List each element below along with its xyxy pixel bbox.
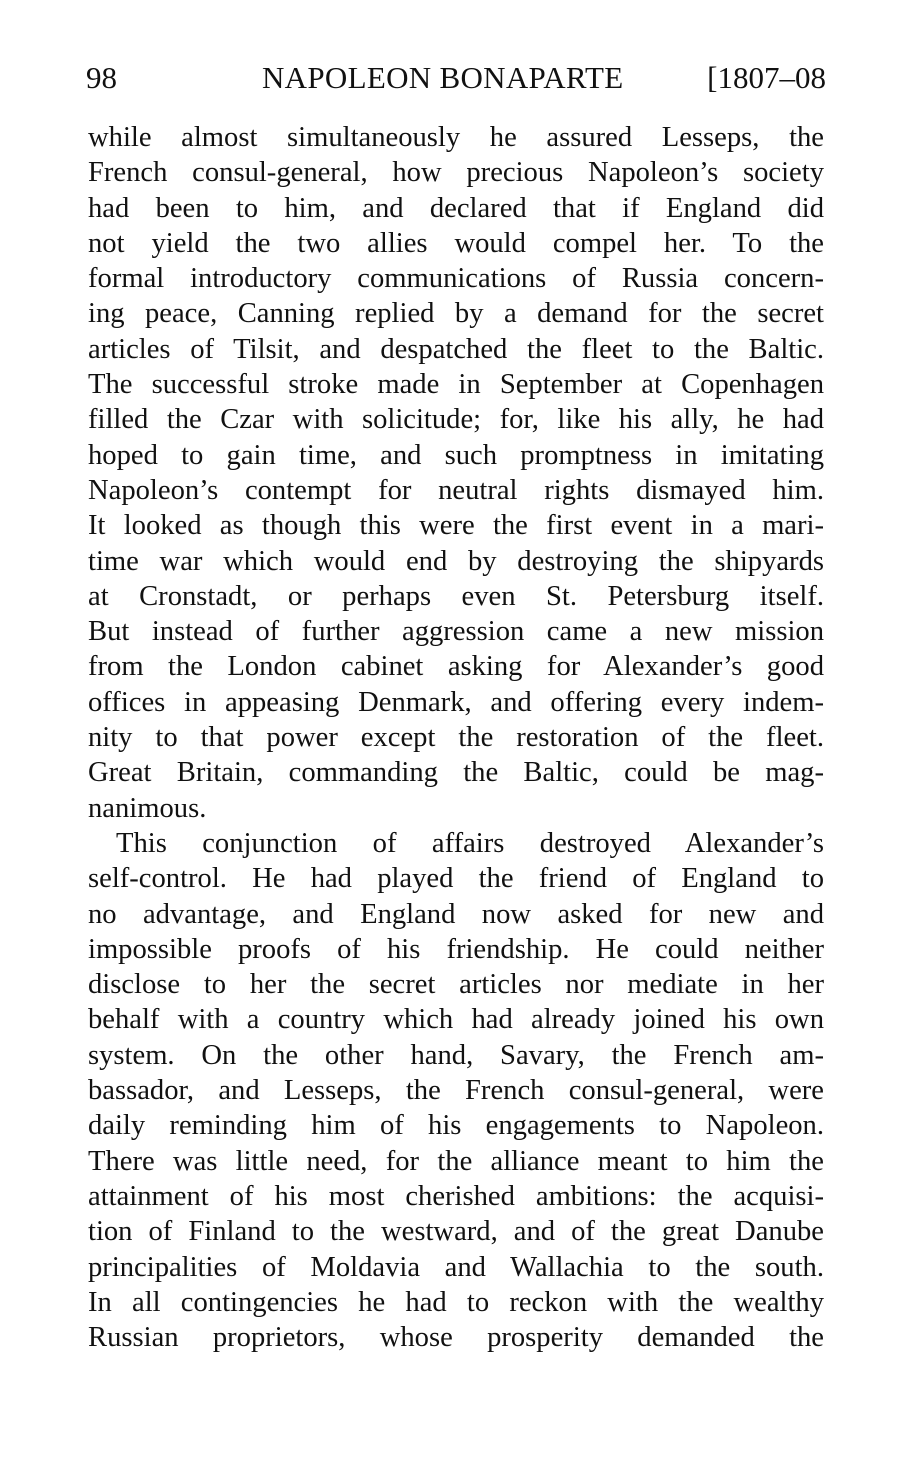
- text-line: French consul-general, how precious Napoleon’s society: [88, 157, 824, 189]
- text-line: while almost simultaneously he assured Lesseps, the: [88, 122, 824, 153]
- text-line: articles of Tilsit, and despatched the fleet to the Baltic.: [88, 333, 824, 365]
- text-line: daily reminding him of his engagements to Napoleon.: [88, 1110, 824, 1142]
- text-line: time war which would end by destroying the shipyards: [88, 545, 824, 577]
- text-line: not yield the two allies would compel her. To the: [88, 227, 824, 259]
- text-line: nanimous.: [88, 792, 207, 824]
- text-line: hoped to gain time, and such promptness in imitating: [88, 439, 824, 471]
- text-line: had been to him, and declared that if England did: [88, 192, 824, 224]
- text-line: It looked as though this were the first event in a mari-: [88, 510, 824, 542]
- text-line: from the London cabinet asking for Alexander’s good: [88, 651, 824, 683]
- body-text: [88, 120, 824, 1355]
- text-line: filled the Czar with solicitude; for, like his ally, he had: [88, 404, 824, 436]
- year-range: [1807–08: [707, 60, 826, 95]
- text-line: Russian proprietors, whose prosperity demanded the: [88, 1322, 824, 1354]
- page-number: 98: [86, 60, 117, 95]
- text-line: principalities of Moldavia and Wallachia to the south.: [88, 1251, 824, 1283]
- text-line: The successful stroke made in September at Copenhagen: [88, 369, 824, 401]
- text-line: self-control. He had played the friend of England to: [88, 863, 824, 895]
- text-line: impossible proofs of his friendship. He could neither: [88, 933, 824, 965]
- text-line: attainment of his most cherished ambitions: the acquisi-: [88, 1180, 824, 1212]
- text-line: There was little need, for the alliance meant to him the: [88, 1145, 824, 1177]
- text-line: nity to that power except the restoration of the fleet.: [88, 722, 824, 754]
- text-line: no advantage, and England now asked for new and: [88, 898, 824, 930]
- text-line: at Cronstadt, or perhaps even St. Petersburg itself.: [88, 580, 824, 612]
- text-line: disclose to her the secret articles nor mediate in her: [88, 969, 824, 1001]
- text-line: behalf with a country which had already joined his own: [88, 1004, 824, 1036]
- text-line: system. On the other hand, Savary, the French am-: [88, 1039, 824, 1071]
- running-head: [86, 58, 826, 98]
- book-title: NAPOLEON BONAPARTE: [262, 60, 624, 95]
- paragraph-1: [88, 120, 824, 826]
- text-line: In all contingencies he had to reckon with the wealthy: [88, 1286, 824, 1318]
- text-line: ing peace, Canning replied by a demand for the secret: [88, 298, 824, 330]
- text-line: tion of Finland to the westward, and of the great Danube: [88, 1216, 824, 1248]
- text-line: formal introductory communications of Russia concern-: [88, 263, 824, 295]
- text-line: offices in appeasing Denmark, and offering every indem-: [88, 686, 824, 718]
- text-line: Napoleon’s contempt for neutral rights dismayed him.: [88, 474, 824, 506]
- paragraph-2: [88, 826, 824, 1355]
- text-line: Great Britain, commanding the Baltic, could be mag-: [88, 757, 824, 789]
- text-line: bassador, and Lesseps, the French consul-general, were: [88, 1075, 824, 1107]
- text-line: But instead of further aggression came a new mission: [88, 616, 824, 648]
- text-line: This conjunction of affairs destroyed Alexander’s: [116, 827, 824, 859]
